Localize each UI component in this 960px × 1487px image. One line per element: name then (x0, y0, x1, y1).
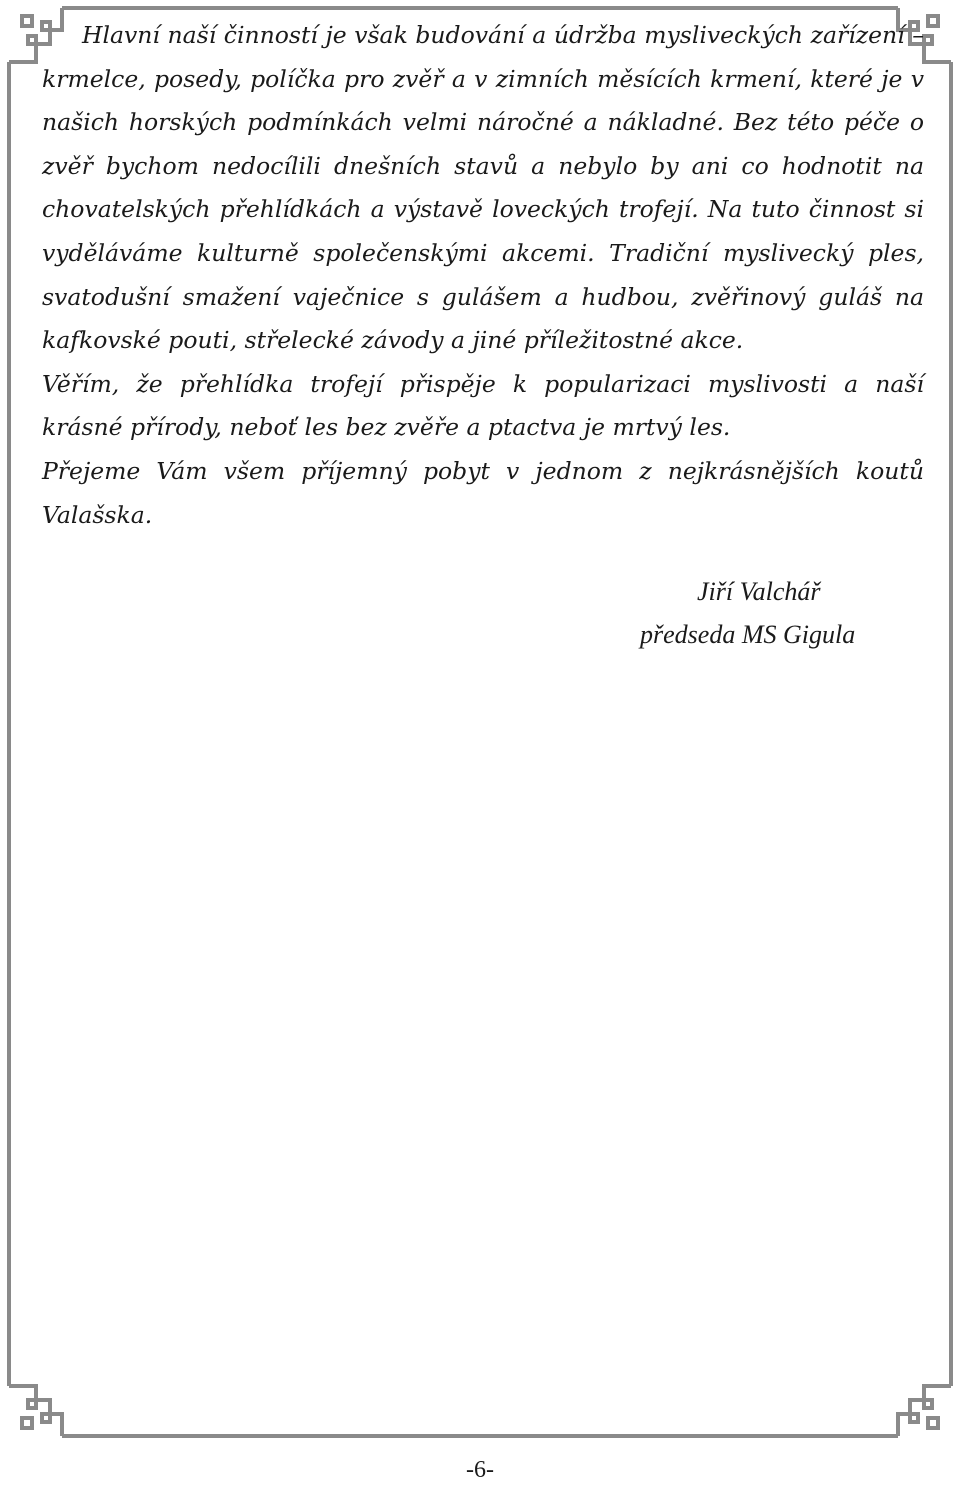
page-number: -6- (466, 1457, 494, 1483)
signature-role: předseda MS Gigula (640, 620, 856, 649)
body-paragraph-2: Věřím, že přehlídka trofejí přispěje k popularizaci myslivosti a naší krásné přírody, neboť les bez zvěře a ptactva je mrtvý les. (42, 369, 924, 442)
letter-body (42, 14, 924, 537)
body-paragraph-1: Hlavní naší činností je však budování a údržba mysliveckých zařízení – krmelce, posedy, políčka pro zvěř a v zimních měsících krmení, které je v našich horských podmínkách velmi náročné a nákladné. Bez této péče o zvěř bychom nedocílili dnešních stavů a nebylo by ani co hodnotit na chovatelských přehlídkách a výstavě loveckých trofejí. Na tuto činnost si vyděláváme kulturně společenskými akcemi. Tradiční myslivecký ples, svatodušní smažení vaječnice s gulášem a hudbou, zvěřinový guláš na kafkovské pouti, střelecké závody a jiné příležitostné akce. (42, 21, 924, 355)
body-paragraph-3: Přejeme Vám všem příjemný pobyt v jednom z nejkrásnějších koutů Valašska. (42, 456, 924, 529)
signature-name: Jiří Valchář (697, 577, 821, 606)
signature-block (640, 570, 920, 656)
